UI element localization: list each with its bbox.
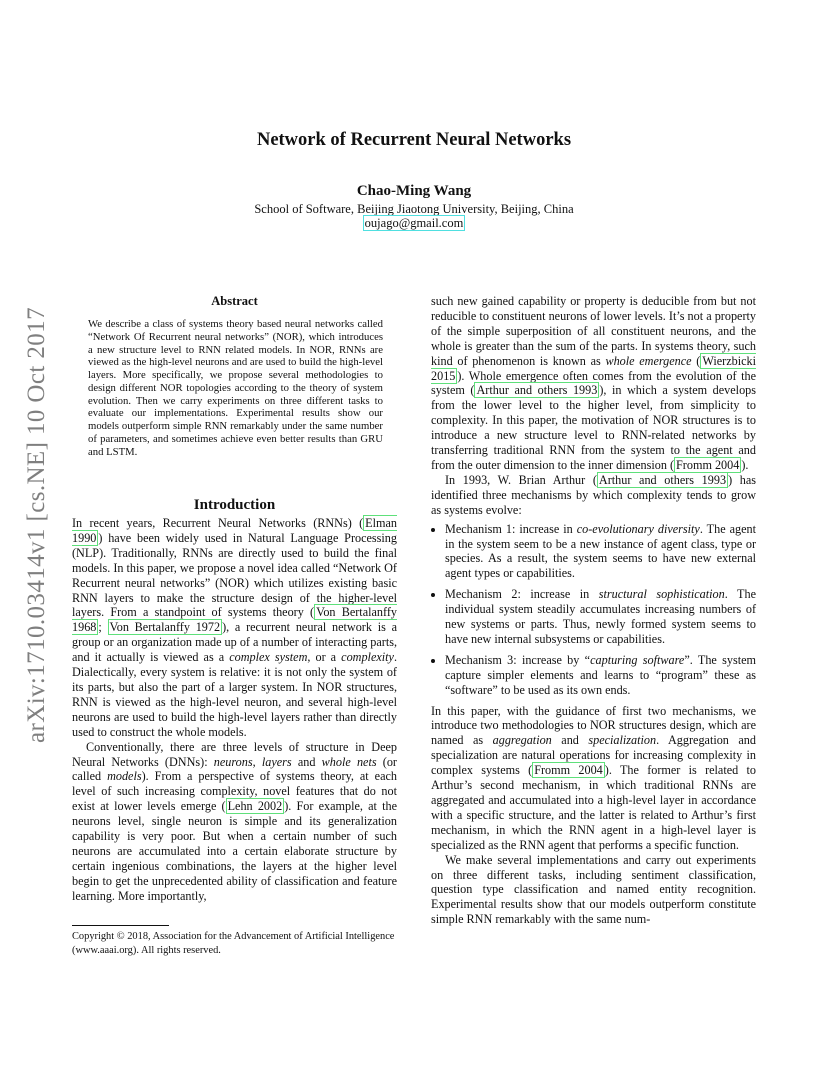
- abstract-text: We describe a class of systems theory based neural networks called “Network Of Recurrent neural networks” (NOR), which introduces a new structure level to RNN related models. In NOR, RNNs are viewed as the high-level neurons and are used to build the high-level layers. More specifically, we propose several methodologies to design different NOR topologies according to the theory of system evolution. Then we carry experiments on three different tasks to evaluate our implementations. Experimental results show our models outperform simple RNN remarkably under the same number of parameters, and sometimes achieve even better results than GRU and LSTM.: [88, 318, 383, 458]
- right-paragraph-2: In 1993, W. Brian Arthur ( Arthur and others 1993 ) has identified three mechanisms by which complexity tends to grow as systems evolve:: [431, 472, 756, 517]
- citation-link[interactable]: Von Bertalanffy 1972: [109, 620, 221, 635]
- list-item: • Mechanism 1: increase in co-evolutionary diversity. The agent in the system seem to be a new instance of agent class, type or species. As a result, the system seems to have new external agent types or capabilities.: [445, 522, 756, 582]
- citation-link[interactable]: Fromm 2004: [676, 457, 740, 472]
- paper-title: Network of Recurrent Neural Networks: [256, 130, 572, 150]
- footnote-rule: [72, 925, 169, 926]
- right-paragraph-4: We make several implementations and carry out experiments on three different tasks, including sentiment classification, question type classification and named entity recognition. Experimental results show that our models outperform constitute simple RNN remarkably with the same num-: [431, 852, 756, 927]
- right-paragraph-1: such new gained capability or property is deducible from but not reducible to constituent neurons of lower levels. It’s not a property of the simple superposition of all constituent neurons, and the whole is greater than the sum of the parts. In systems theory, such kind of phenomenon is known as whole emergence ( Wierzbicki 2015 ). Whole emergence often comes from the evolution of the system ( Arthur and others 1993 ), in which a system develops from the lower level to the higher level, from simplicity to complexity. In this paper, the motivation of NOR structures is to introduce a new structure level to RNN-related networks by transferring traditional RNN from the system to the agent and from the outer dimension to the inner dimension ( Fromm 2004 ).: [431, 294, 757, 472]
- abstract-heading: Abstract: [211, 294, 258, 308]
- citation-link[interactable]: Elman 1990: [72, 516, 397, 545]
- copyright-footnote: Copyright © 2018, Association for the Advancement of Artificial Intelligence (www.aaai.org). All rights reserved.: [72, 931, 395, 956]
- affiliation: School of Software, Beijing Jiaotong University, Beijing, China: [254, 202, 574, 216]
- citation-link[interactable]: Arthur and others 1993: [476, 383, 598, 398]
- list-item: • Mechanism 2: increase in structural sophistication. The individual system steadily accumulates increasing numbers of new systems or parts. Thus, newly formed system seems to have new internal subsystems or capabilities.: [445, 587, 756, 647]
- email-link[interactable]: oujago@gmail.com: [364, 216, 464, 230]
- email-line: [0, 216, 828, 231]
- right-column: [431, 294, 756, 927]
- introduction-heading: Introduction: [193, 497, 276, 513]
- citation-link[interactable]: Wierzbicki 2015: [431, 353, 756, 383]
- citation-link[interactable]: Fromm 2004: [534, 763, 603, 778]
- arxiv-id[interactable]: arXiv:1710.03414v1 [cs.NE] 10 Oct 2017: [23, 307, 50, 743]
- citation-link[interactable]: Arthur and others 1993: [598, 472, 727, 487]
- author-name: Chao-Ming Wang: [356, 183, 472, 199]
- citation-link[interactable]: Von Bertalanffy 1968: [72, 605, 397, 635]
- mechanism-list: [431, 522, 756, 698]
- introduction-body: [72, 516, 397, 904]
- list-item: • Mechanism 3: increase by “capturing software”. The system capture simpler elements and learns to “program” these as “software” to be used as its own ends.: [445, 653, 756, 698]
- right-paragraph-3: In this paper, with the guidance of first two mechanisms, we introduce two methodologies to NOR structures design, which are named as aggregation and specialization. Aggregation and specialization are natural operations for increasing complexity in complex systems ( Fromm 2004 ). The former is related to Arthur’s second mechanism, in which traditional RNNs are aggregated and accumulated into a high-level layer in accordance with a specific structure, and the latter is related to Arthur’s first mechanism, in which the RNN agent in a high-level layer is specialized as the RNN agent that performs a specific function.: [431, 703, 756, 852]
- arxiv-side-label: [17, 290, 57, 760]
- intro-paragraph-2: Conventionally, there are three levels of structure in Deep Neural Networks (DNNs): neurons, layers and whole nets (or called models). From a perspective of systems theory, at each level of such increasing complexity, novel features that do not exist at lower levels emerge ( Lehn 2002 ). For example, at the neurons level, single neuron is simple and its generalization capability is very poor. But when a certain number of such neurons are accumulated into a certain elaborate structure by certain ingenious combinations, the layers at the higher level begin to get the unprecedented ability of classification and feature learning. More importantly,: [72, 739, 397, 903]
- intro-paragraph-1: In recent years, Recurrent Neural Networks (RNNs) ( Elman 1990 ) have been widely used in Natural Language Processing (NLP). Traditionally, RNNs are directly used to build the final models. In this paper, we propose a novel idea called “Network Of Recurrent neural networks” (NOR) which utilizes existing basic RNN layers to make the structure design of the higher-level layers. From a standpoint of systems theory ( Von Bertalanffy 1968 ; Von Bertalanffy 1972 ), a recurrent neural network is a group or an organization made up of a number of interacting parts, and it actually is viewed as a complex system, or a complexity. Dialectically, every system is relative: it is not only the system of its parts, but also the part of a larger system. In NOR structures, RNN is viewed as the high-level neuron, and several high-level neurons are used to build the high-level layers rather than directly used to construct the whole models.: [72, 516, 397, 739]
- citation-link[interactable]: Lehn 2002: [227, 799, 283, 814]
